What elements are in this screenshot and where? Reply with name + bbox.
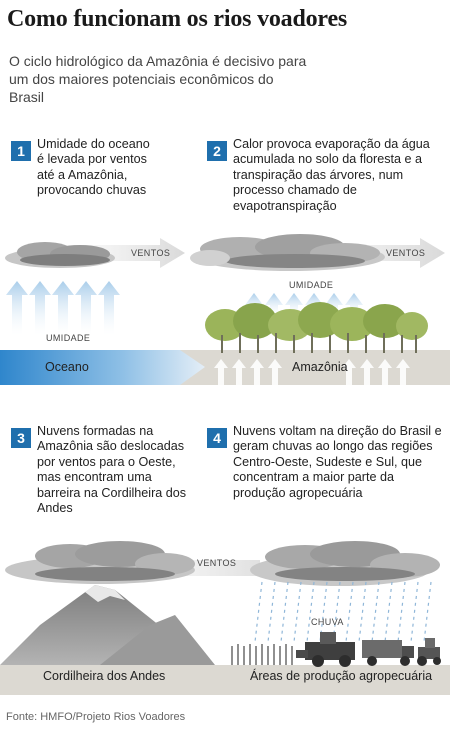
page-title: Como funcionam os rios voadores (7, 6, 348, 32)
page-subtitle: O ciclo hidrológico da Amazônia é decisivo para um dos maiores potenciais econômicos do Brasil (9, 53, 307, 105)
step-3-number: 3 (11, 428, 31, 448)
step-4-number: 4 (207, 428, 227, 448)
label-oceano: Oceano (45, 360, 89, 374)
source-note: Fonte: HMFO/Projeto Rios Voadores (6, 711, 186, 723)
step-2-number: 2 (207, 141, 227, 161)
humidity-arrows-ocean (6, 281, 120, 335)
step-4-text: Nuvens voltam na direção do Brasil e geram chuvas ao longo das regiões Centro-Oeste, Sudeste e Sul, que concentram a maior parte da produção agropecuária (233, 424, 442, 500)
label-umidade-oceano: UMIDADE (46, 333, 91, 343)
cloud-andes (5, 541, 195, 584)
label-ventos-3: VENTOS (197, 558, 237, 568)
label-amazonia: Amazônia (292, 360, 348, 374)
label-ventos-2: VENTOS (386, 248, 426, 258)
label-areas-agropecuarias: Áreas de produção agropecuária (250, 669, 433, 683)
label-umidade-amazonia: UMIDADE (289, 280, 334, 290)
step-2-text: Calor provoca evaporação da água acumulada no solo da floresta e a transpiração das árvores, num processo chamado de evapotranspiração (233, 137, 430, 213)
label-ventos-1: VENTOS (131, 248, 171, 258)
forest (205, 302, 428, 353)
label-andes: Cordilheira dos Andes (43, 669, 166, 683)
step-1-number: 1 (11, 141, 31, 161)
step-1-text: Umidade do oceano é levada por ventos até a Amazônia, provocando chuvas (37, 137, 150, 198)
ocean (0, 350, 205, 385)
cloud-amazon (190, 234, 385, 271)
rain (255, 582, 431, 642)
andes-mountains (0, 585, 215, 665)
cloud-rain (250, 541, 440, 586)
step-3-text: Nuvens formadas na Amazônia são deslocadas por ventos para o Oeste, mas encontram uma barreira na Cordilheira dos Andes (37, 424, 187, 516)
farm-machinery (232, 632, 441, 667)
label-chuva: CHUVA (311, 617, 344, 627)
